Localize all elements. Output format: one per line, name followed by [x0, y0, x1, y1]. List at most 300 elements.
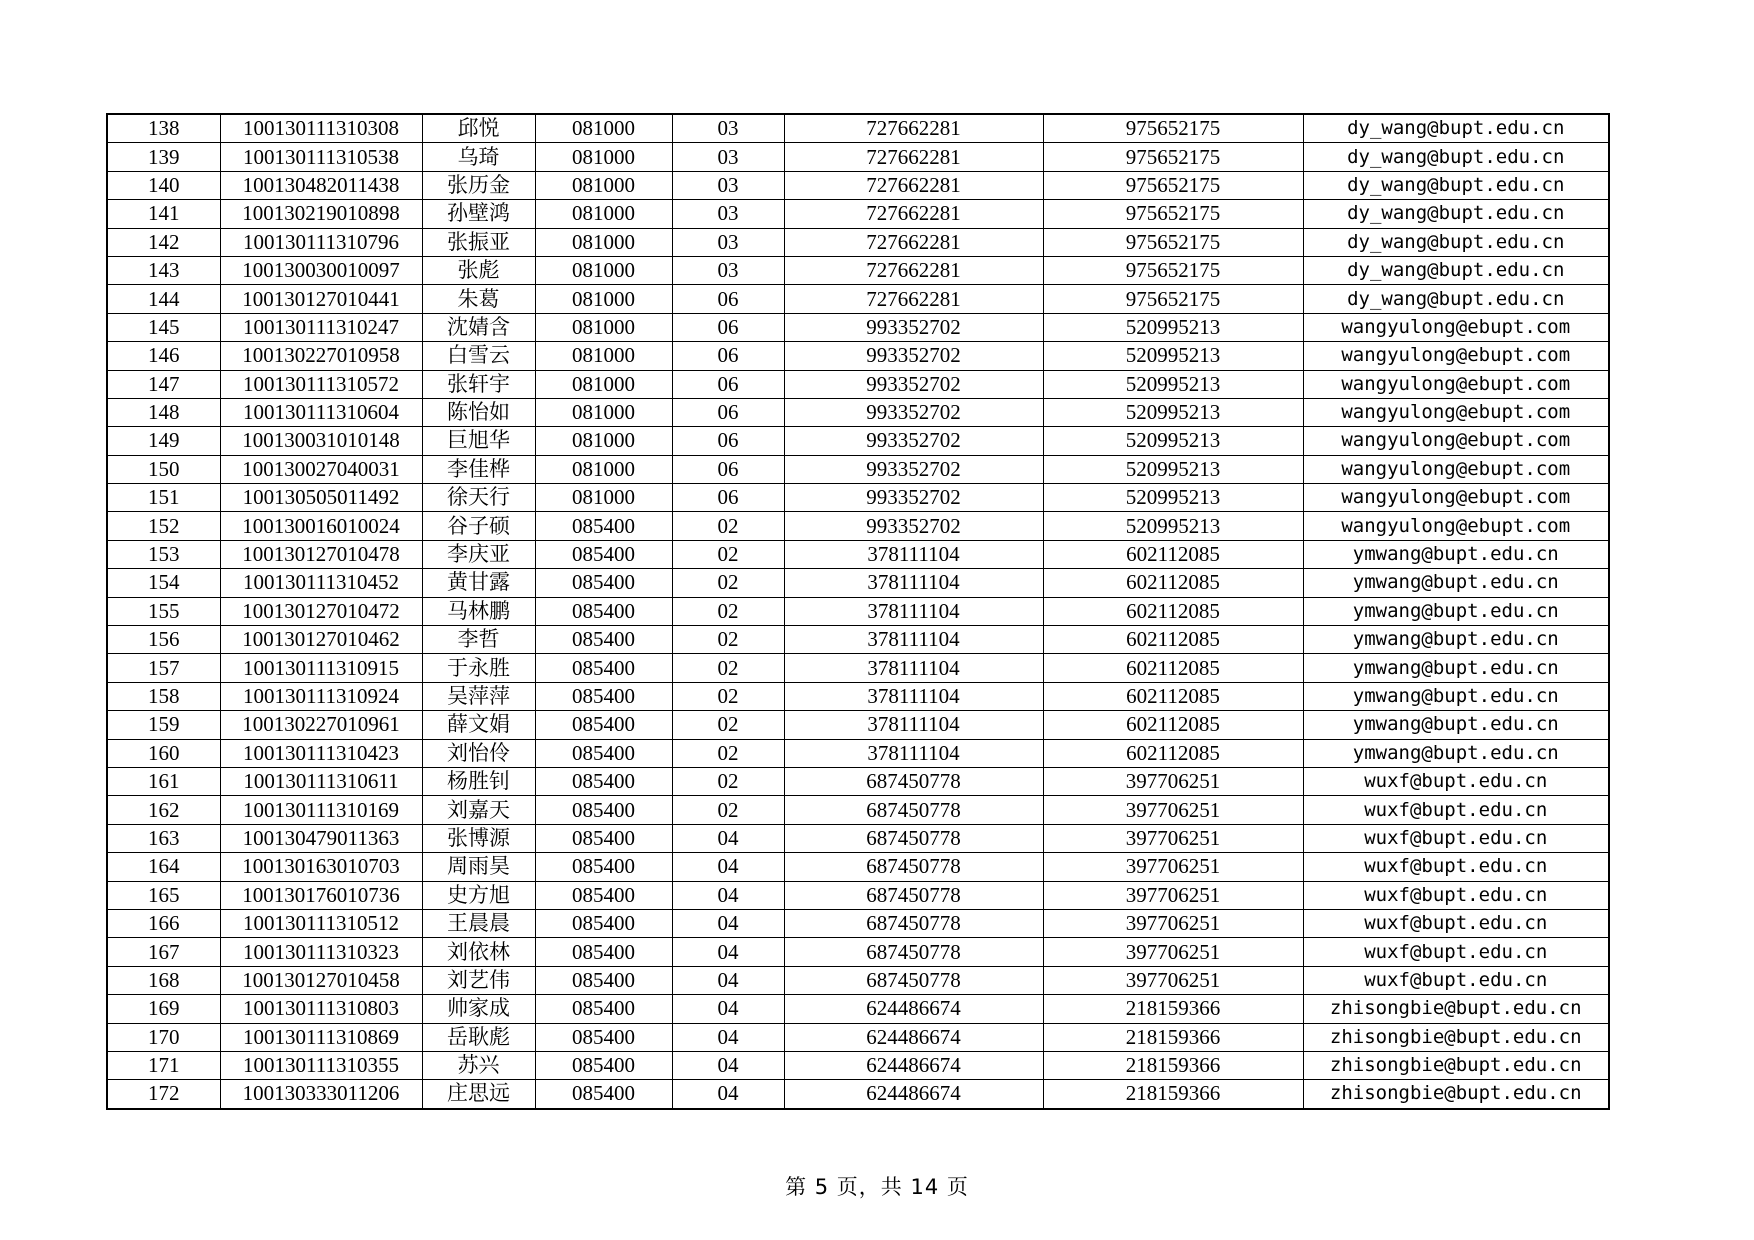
- exam-id-cell: 100130111310308: [220, 114, 422, 143]
- name-cell: 巨旭华: [422, 427, 535, 455]
- group-number-cell: 378111104: [784, 711, 1043, 739]
- email-cell: ymwang@bupt.edu.cn: [1303, 569, 1609, 597]
- major-code-cell: 081000: [535, 342, 672, 370]
- seq-cell: 162: [107, 796, 220, 824]
- group-number-2-cell: 520995213: [1043, 398, 1303, 426]
- table-row: [107, 540, 1609, 568]
- email-cell: wangyulong@ebupt.com: [1303, 398, 1609, 426]
- name-cell: 马林鹏: [422, 597, 535, 625]
- direction-cell: 02: [672, 739, 784, 767]
- group-number-cell: 727662281: [784, 171, 1043, 199]
- major-code-cell: 085400: [535, 711, 672, 739]
- table-row: [107, 654, 1609, 682]
- email-cell: wuxf@bupt.edu.cn: [1303, 909, 1609, 937]
- group-number-2-cell: 397706251: [1043, 966, 1303, 994]
- seq-cell: 160: [107, 739, 220, 767]
- exam-id-cell: 100130127010478: [220, 540, 422, 568]
- group-number-2-cell: 397706251: [1043, 767, 1303, 795]
- group-number-2-cell: 218159366: [1043, 1080, 1303, 1109]
- group-number-cell: 993352702: [784, 342, 1043, 370]
- exam-id-cell: 100130505011492: [220, 484, 422, 512]
- direction-cell: 03: [672, 171, 784, 199]
- major-code-cell: 085400: [535, 938, 672, 966]
- email-cell: wangyulong@ebupt.com: [1303, 512, 1609, 540]
- group-number-2-cell: 602112085: [1043, 569, 1303, 597]
- table-row: [107, 1023, 1609, 1051]
- email-cell: zhisongbie@bupt.edu.cn: [1303, 1023, 1609, 1051]
- email-cell: ymwang@bupt.edu.cn: [1303, 626, 1609, 654]
- major-code-cell: 081000: [535, 285, 672, 313]
- email-cell: wuxf@bupt.edu.cn: [1303, 966, 1609, 994]
- name-cell: 张历金: [422, 171, 535, 199]
- name-cell: 岳耿彪: [422, 1023, 535, 1051]
- group-number-cell: 993352702: [784, 484, 1043, 512]
- group-number-2-cell: 975652175: [1043, 171, 1303, 199]
- exam-id-cell: 100130111310538: [220, 143, 422, 171]
- seq-cell: 155: [107, 597, 220, 625]
- exam-id-cell: 100130016010024: [220, 512, 422, 540]
- group-number-cell: 687450778: [784, 881, 1043, 909]
- group-number-2-cell: 397706251: [1043, 938, 1303, 966]
- exam-id-cell: 100130333011206: [220, 1080, 422, 1109]
- table-row: [107, 256, 1609, 284]
- group-number-2-cell: 602112085: [1043, 711, 1303, 739]
- table-row: [107, 342, 1609, 370]
- exam-id-cell: 100130111310611: [220, 767, 422, 795]
- major-code-cell: 085400: [535, 1080, 672, 1109]
- seq-cell: 145: [107, 313, 220, 341]
- group-number-cell: 687450778: [784, 824, 1043, 852]
- direction-cell: 06: [672, 427, 784, 455]
- group-number-2-cell: 397706251: [1043, 853, 1303, 881]
- name-cell: 徐天行: [422, 484, 535, 512]
- direction-cell: 02: [672, 569, 784, 597]
- exam-id-cell: 100130111310169: [220, 796, 422, 824]
- seq-cell: 158: [107, 682, 220, 710]
- group-number-cell: 624486674: [784, 995, 1043, 1023]
- name-cell: 帅家成: [422, 995, 535, 1023]
- email-cell: zhisongbie@bupt.edu.cn: [1303, 995, 1609, 1023]
- seq-cell: 171: [107, 1051, 220, 1079]
- major-code-cell: 085400: [535, 654, 672, 682]
- major-code-cell: 085400: [535, 909, 672, 937]
- major-code-cell: 085400: [535, 767, 672, 795]
- group-number-2-cell: 520995213: [1043, 512, 1303, 540]
- major-code-cell: 081000: [535, 484, 672, 512]
- exam-id-cell: 100130030010097: [220, 256, 422, 284]
- table-row: [107, 853, 1609, 881]
- major-code-cell: 085400: [535, 881, 672, 909]
- major-code-cell: 085400: [535, 597, 672, 625]
- exam-id-cell: 100130127010458: [220, 966, 422, 994]
- direction-cell: 02: [672, 597, 784, 625]
- direction-cell: 02: [672, 540, 784, 568]
- email-cell: ymwang@bupt.edu.cn: [1303, 540, 1609, 568]
- email-cell: ymwang@bupt.edu.cn: [1303, 682, 1609, 710]
- direction-cell: 06: [672, 370, 784, 398]
- group-number-cell: 727662281: [784, 143, 1043, 171]
- exam-id-cell: 100130027040031: [220, 455, 422, 483]
- email-cell: wangyulong@ebupt.com: [1303, 313, 1609, 341]
- email-cell: wuxf@bupt.edu.cn: [1303, 796, 1609, 824]
- table-row: [107, 512, 1609, 540]
- group-number-2-cell: 975652175: [1043, 114, 1303, 143]
- name-cell: 吴萍萍: [422, 682, 535, 710]
- name-cell: 张彪: [422, 256, 535, 284]
- exam-id-cell: 100130111310423: [220, 739, 422, 767]
- exam-id-cell: 100130111310604: [220, 398, 422, 426]
- page-footer: 第 5 页，共 14 页: [785, 1175, 969, 1199]
- direction-cell: 02: [672, 512, 784, 540]
- direction-cell: 02: [672, 711, 784, 739]
- group-number-cell: 727662281: [784, 114, 1043, 143]
- table-row: [107, 285, 1609, 313]
- major-code-cell: 085400: [535, 540, 672, 568]
- table-row: [107, 398, 1609, 426]
- email-cell: dy_wang@bupt.edu.cn: [1303, 114, 1609, 143]
- direction-cell: 04: [672, 1080, 784, 1109]
- group-number-cell: 378111104: [784, 597, 1043, 625]
- email-cell: ymwang@bupt.edu.cn: [1303, 597, 1609, 625]
- email-cell: wangyulong@ebupt.com: [1303, 484, 1609, 512]
- email-cell: wangyulong@ebupt.com: [1303, 342, 1609, 370]
- group-number-2-cell: 602112085: [1043, 597, 1303, 625]
- seq-cell: 147: [107, 370, 220, 398]
- seq-cell: 150: [107, 455, 220, 483]
- name-cell: 沈婧含: [422, 313, 535, 341]
- exam-id-cell: 100130482011438: [220, 171, 422, 199]
- name-cell: 张博源: [422, 824, 535, 852]
- name-cell: 李哲: [422, 626, 535, 654]
- group-number-cell: 624486674: [784, 1051, 1043, 1079]
- table-row: [107, 143, 1609, 171]
- direction-cell: 03: [672, 228, 784, 256]
- exam-id-cell: 100130111310915: [220, 654, 422, 682]
- major-code-cell: 085400: [535, 995, 672, 1023]
- table-row: [107, 966, 1609, 994]
- group-number-2-cell: 520995213: [1043, 342, 1303, 370]
- exam-id-cell: 100130031010148: [220, 427, 422, 455]
- seq-cell: 138: [107, 114, 220, 143]
- group-number-cell: 993352702: [784, 313, 1043, 341]
- table-row: [107, 455, 1609, 483]
- direction-cell: 04: [672, 995, 784, 1023]
- exam-id-cell: 100130111310323: [220, 938, 422, 966]
- email-cell: dy_wang@bupt.edu.cn: [1303, 256, 1609, 284]
- seq-cell: 151: [107, 484, 220, 512]
- group-number-2-cell: 602112085: [1043, 626, 1303, 654]
- group-number-cell: 727662281: [784, 200, 1043, 228]
- direction-cell: 06: [672, 484, 784, 512]
- major-code-cell: 085400: [535, 1051, 672, 1079]
- email-cell: ymwang@bupt.edu.cn: [1303, 711, 1609, 739]
- name-cell: 黄甘露: [422, 569, 535, 597]
- exam-id-cell: 100130111310247: [220, 313, 422, 341]
- name-cell: 张轩宇: [422, 370, 535, 398]
- major-code-cell: 085400: [535, 569, 672, 597]
- name-cell: 朱葛: [422, 285, 535, 313]
- direction-cell: 04: [672, 853, 784, 881]
- direction-cell: 02: [672, 626, 784, 654]
- name-cell: 李佳桦: [422, 455, 535, 483]
- major-code-cell: 085400: [535, 796, 672, 824]
- exam-id-cell: 100130479011363: [220, 824, 422, 852]
- exam-id-cell: 100130127010441: [220, 285, 422, 313]
- name-cell: 谷子硕: [422, 512, 535, 540]
- direction-cell: 06: [672, 285, 784, 313]
- email-cell: wuxf@bupt.edu.cn: [1303, 853, 1609, 881]
- table-row: [107, 909, 1609, 937]
- direction-cell: 04: [672, 881, 784, 909]
- direction-cell: 06: [672, 398, 784, 426]
- table-row: [107, 626, 1609, 654]
- major-code-cell: 085400: [535, 739, 672, 767]
- email-cell: dy_wang@bupt.edu.cn: [1303, 171, 1609, 199]
- email-cell: wuxf@bupt.edu.cn: [1303, 824, 1609, 852]
- group-number-cell: 993352702: [784, 455, 1043, 483]
- table-row: [107, 711, 1609, 739]
- seq-cell: 165: [107, 881, 220, 909]
- seq-cell: 146: [107, 342, 220, 370]
- seq-cell: 139: [107, 143, 220, 171]
- name-cell: 于永胜: [422, 654, 535, 682]
- group-number-2-cell: 975652175: [1043, 228, 1303, 256]
- exam-id-cell: 100130111310796: [220, 228, 422, 256]
- name-cell: 张振亚: [422, 228, 535, 256]
- seq-cell: 153: [107, 540, 220, 568]
- name-cell: 刘依林: [422, 938, 535, 966]
- name-cell: 王晨晨: [422, 909, 535, 937]
- email-cell: ymwang@bupt.edu.cn: [1303, 654, 1609, 682]
- group-number-2-cell: 397706251: [1043, 824, 1303, 852]
- table-row: [107, 1051, 1609, 1079]
- seq-cell: 148: [107, 398, 220, 426]
- group-number-2-cell: 520995213: [1043, 427, 1303, 455]
- direction-cell: 04: [672, 1023, 784, 1051]
- seq-cell: 172: [107, 1080, 220, 1109]
- seq-cell: 142: [107, 228, 220, 256]
- group-number-2-cell: 602112085: [1043, 540, 1303, 568]
- table-row: [107, 881, 1609, 909]
- group-number-cell: 727662281: [784, 228, 1043, 256]
- roster-table: [106, 113, 1610, 1110]
- direction-cell: 03: [672, 256, 784, 284]
- email-cell: dy_wang@bupt.edu.cn: [1303, 285, 1609, 313]
- table-row: [107, 569, 1609, 597]
- group-number-cell: 378111104: [784, 654, 1043, 682]
- group-number-cell: 993352702: [784, 398, 1043, 426]
- table-row: [107, 484, 1609, 512]
- seq-cell: 141: [107, 200, 220, 228]
- group-number-cell: 378111104: [784, 540, 1043, 568]
- table-row: [107, 427, 1609, 455]
- exam-id-cell: 100130111310803: [220, 995, 422, 1023]
- exam-id-cell: 100130127010462: [220, 626, 422, 654]
- group-number-2-cell: 397706251: [1043, 909, 1303, 937]
- group-number-2-cell: 975652175: [1043, 200, 1303, 228]
- group-number-cell: 687450778: [784, 966, 1043, 994]
- group-number-2-cell: 975652175: [1043, 143, 1303, 171]
- major-code-cell: 085400: [535, 824, 672, 852]
- seq-cell: 152: [107, 512, 220, 540]
- exam-id-cell: 100130111310924: [220, 682, 422, 710]
- email-cell: dy_wang@bupt.edu.cn: [1303, 143, 1609, 171]
- direction-cell: 04: [672, 938, 784, 966]
- direction-cell: 04: [672, 824, 784, 852]
- email-cell: wuxf@bupt.edu.cn: [1303, 767, 1609, 795]
- direction-cell: 06: [672, 342, 784, 370]
- name-cell: 薛文娟: [422, 711, 535, 739]
- name-cell: 刘艺伟: [422, 966, 535, 994]
- group-number-2-cell: 397706251: [1043, 881, 1303, 909]
- table-row: [107, 682, 1609, 710]
- major-code-cell: 081000: [535, 228, 672, 256]
- name-cell: 史方旭: [422, 881, 535, 909]
- group-number-2-cell: 975652175: [1043, 285, 1303, 313]
- seq-cell: 156: [107, 626, 220, 654]
- group-number-cell: 378111104: [784, 682, 1043, 710]
- exam-id-cell: 100130111310512: [220, 909, 422, 937]
- exam-id-cell: 100130227010961: [220, 711, 422, 739]
- group-number-cell: 687450778: [784, 938, 1043, 966]
- name-cell: 白雪云: [422, 342, 535, 370]
- major-code-cell: 081000: [535, 313, 672, 341]
- group-number-cell: 378111104: [784, 569, 1043, 597]
- email-cell: zhisongbie@bupt.edu.cn: [1303, 1051, 1609, 1079]
- email-cell: ymwang@bupt.edu.cn: [1303, 739, 1609, 767]
- seq-cell: 166: [107, 909, 220, 937]
- major-code-cell: 081000: [535, 114, 672, 143]
- group-number-cell: 624486674: [784, 1080, 1043, 1109]
- roster-body: [107, 114, 1609, 1109]
- seq-cell: 144: [107, 285, 220, 313]
- seq-cell: 168: [107, 966, 220, 994]
- name-cell: 乌琦: [422, 143, 535, 171]
- direction-cell: 06: [672, 455, 784, 483]
- group-number-2-cell: 975652175: [1043, 256, 1303, 284]
- email-cell: wuxf@bupt.edu.cn: [1303, 938, 1609, 966]
- name-cell: 周雨昊: [422, 853, 535, 881]
- table-row: [107, 995, 1609, 1023]
- group-number-2-cell: 520995213: [1043, 313, 1303, 341]
- exam-id-cell: 100130111310355: [220, 1051, 422, 1079]
- seq-cell: 167: [107, 938, 220, 966]
- email-cell: wangyulong@ebupt.com: [1303, 427, 1609, 455]
- name-cell: 孙壁鸿: [422, 200, 535, 228]
- group-number-cell: 624486674: [784, 1023, 1043, 1051]
- direction-cell: 03: [672, 143, 784, 171]
- group-number-cell: 687450778: [784, 796, 1043, 824]
- major-code-cell: 085400: [535, 1023, 672, 1051]
- direction-cell: 03: [672, 114, 784, 143]
- major-code-cell: 081000: [535, 171, 672, 199]
- table-row: [107, 739, 1609, 767]
- group-number-cell: 687450778: [784, 909, 1043, 937]
- major-code-cell: 081000: [535, 256, 672, 284]
- direction-cell: 04: [672, 1051, 784, 1079]
- major-code-cell: 085400: [535, 966, 672, 994]
- exam-id-cell: 100130227010958: [220, 342, 422, 370]
- group-number-cell: 378111104: [784, 626, 1043, 654]
- exam-id-cell: 100130111310572: [220, 370, 422, 398]
- major-code-cell: 085400: [535, 512, 672, 540]
- major-code-cell: 081000: [535, 455, 672, 483]
- major-code-cell: 081000: [535, 427, 672, 455]
- seq-cell: 159: [107, 711, 220, 739]
- group-number-2-cell: 520995213: [1043, 370, 1303, 398]
- table-row: [107, 171, 1609, 199]
- group-number-2-cell: 602112085: [1043, 739, 1303, 767]
- email-cell: wangyulong@ebupt.com: [1303, 370, 1609, 398]
- direction-cell: 03: [672, 200, 784, 228]
- direction-cell: 04: [672, 909, 784, 937]
- table-row: [107, 114, 1609, 143]
- direction-cell: 06: [672, 313, 784, 341]
- email-cell: dy_wang@bupt.edu.cn: [1303, 228, 1609, 256]
- group-number-cell: 378111104: [784, 739, 1043, 767]
- seq-cell: 169: [107, 995, 220, 1023]
- name-cell: 苏兴: [422, 1051, 535, 1079]
- direction-cell: 02: [672, 682, 784, 710]
- major-code-cell: 085400: [535, 853, 672, 881]
- exam-id-cell: 100130219010898: [220, 200, 422, 228]
- table-row: [107, 767, 1609, 795]
- exam-id-cell: 100130163010703: [220, 853, 422, 881]
- email-cell: zhisongbie@bupt.edu.cn: [1303, 1080, 1609, 1109]
- group-number-cell: 727662281: [784, 285, 1043, 313]
- table-row: [107, 228, 1609, 256]
- name-cell: 刘怡伶: [422, 739, 535, 767]
- group-number-cell: 993352702: [784, 427, 1043, 455]
- table-row: [107, 824, 1609, 852]
- exam-id-cell: 100130111310452: [220, 569, 422, 597]
- seq-cell: 149: [107, 427, 220, 455]
- email-cell: dy_wang@bupt.edu.cn: [1303, 200, 1609, 228]
- table-row: [107, 1080, 1609, 1109]
- seq-cell: 163: [107, 824, 220, 852]
- name-cell: 刘嘉天: [422, 796, 535, 824]
- seq-cell: 140: [107, 171, 220, 199]
- group-number-cell: 993352702: [784, 370, 1043, 398]
- seq-cell: 154: [107, 569, 220, 597]
- email-cell: wangyulong@ebupt.com: [1303, 455, 1609, 483]
- group-number-2-cell: 520995213: [1043, 484, 1303, 512]
- major-code-cell: 085400: [535, 626, 672, 654]
- direction-cell: 02: [672, 654, 784, 682]
- seq-cell: 143: [107, 256, 220, 284]
- table-row: [107, 597, 1609, 625]
- major-code-cell: 081000: [535, 398, 672, 426]
- major-code-cell: 081000: [535, 370, 672, 398]
- direction-cell: 04: [672, 966, 784, 994]
- group-number-cell: 993352702: [784, 512, 1043, 540]
- name-cell: 邱悦: [422, 114, 535, 143]
- group-number-2-cell: 397706251: [1043, 796, 1303, 824]
- group-number-2-cell: 218159366: [1043, 1023, 1303, 1051]
- major-code-cell: 085400: [535, 682, 672, 710]
- group-number-2-cell: 218159366: [1043, 1051, 1303, 1079]
- seq-cell: 157: [107, 654, 220, 682]
- direction-cell: 02: [672, 767, 784, 795]
- group-number-2-cell: 520995213: [1043, 455, 1303, 483]
- email-cell: wuxf@bupt.edu.cn: [1303, 881, 1609, 909]
- table-row: [107, 313, 1609, 341]
- direction-cell: 02: [672, 796, 784, 824]
- group-number-cell: 727662281: [784, 256, 1043, 284]
- seq-cell: 170: [107, 1023, 220, 1051]
- table-row: [107, 938, 1609, 966]
- name-cell: 杨胜钊: [422, 767, 535, 795]
